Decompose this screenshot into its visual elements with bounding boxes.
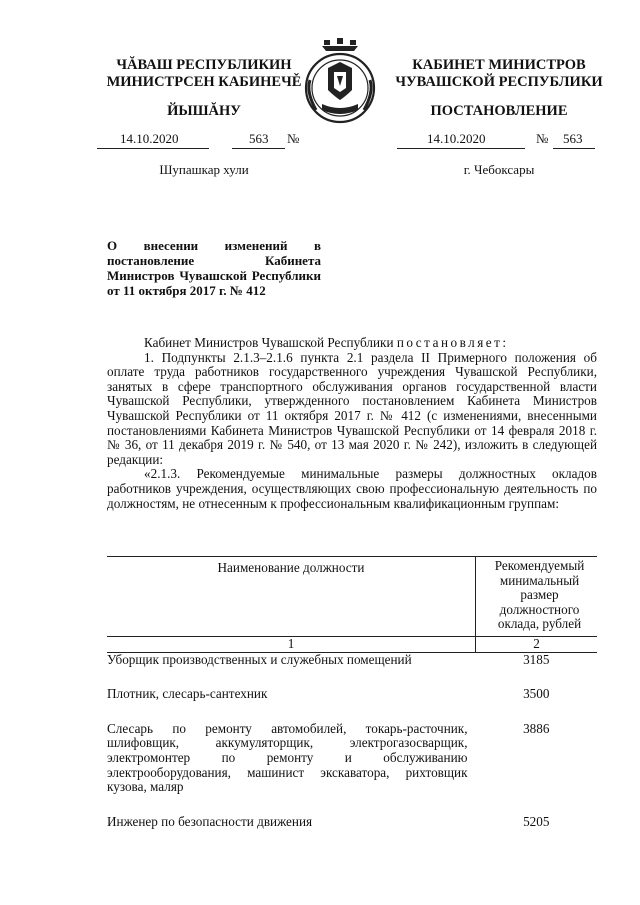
header-right-org (388, 57, 610, 91)
table-col2-num: 2 (476, 636, 597, 652)
document-title: О внесении изменений в постановление Кабинета Министров Чувашской Республики от 11 октября 2017 г. № 412 (107, 238, 321, 298)
table-col2-header-text: Рекомендуемый минимальный размер должностного оклада, рублей (494, 558, 585, 632)
header-left-org (98, 57, 310, 91)
table-row-name: Плотник, слесарь-сантехник (107, 686, 268, 702)
header-right-doc-kind: ПОСТАНОВЛЕНИЕ (430, 103, 568, 119)
left-number: 563 (249, 131, 269, 146)
table-row-name: Уборщик производственных и служебных помещений (107, 651, 412, 667)
right-date: 14.10.2020 (427, 131, 486, 146)
header-right-org-line-2: ЧУВАШСКОЙ РЕСПУБЛИКИ (395, 74, 603, 90)
right-number-sign: № (536, 131, 549, 146)
right-number-line (553, 131, 595, 149)
table-header-row (107, 557, 597, 637)
header-left-doc-kind: ЙЫШĂНУ (167, 103, 241, 119)
right-city: г. Чебоксары (463, 162, 535, 177)
table-col1-header: Наименование должности (107, 557, 476, 637)
table-number-row (107, 636, 597, 652)
left-city: Шупашкар хули (159, 162, 249, 177)
right-number: 563 (563, 131, 583, 146)
header-left-org-line-2: МИНИСТРСЕН КАБИНЕЧĚ (106, 74, 302, 90)
table-row (107, 815, 597, 830)
document-body (107, 336, 597, 511)
left-number-line (232, 131, 285, 149)
paragraph-2: «2.1.3. Рекомендуемые минимальные размеры должностных окладов работников учреждения, осуществляющих свою профессиональную деятельность по должностям, не отнесенным к профессиональным квалификационным группам: (107, 466, 597, 511)
table-col2-header (476, 557, 597, 637)
preamble-prefix: Кабинет Министров Чувашской Республики (144, 335, 397, 350)
table-row-value: 3500 (523, 686, 550, 702)
preamble-verb: постановляет: (396, 335, 509, 350)
table-row-value: 3886 (523, 720, 550, 736)
table-row-value: 5205 (523, 813, 550, 829)
right-date-line (397, 131, 525, 149)
table-row-name: Слесарь по ремонту автомобилей, токарь-расточник, шлифовщик, аккумуляторщик, электрогазосварщик, электромонтер по ремонту и обслуживанию электрооборудования, машинист экскаватора, рихтовщик кузова, маляр (107, 720, 468, 795)
table-row (107, 652, 597, 687)
preamble (107, 336, 597, 351)
left-number-sign: № (287, 131, 300, 146)
chuvash-emblem (298, 38, 382, 126)
left-date-line (97, 131, 209, 149)
table-row-name: Инженер по безопасности движения (107, 813, 313, 829)
header-right-org-line-1: КАБИНЕТ МИНИСТРОВ (412, 57, 586, 73)
paragraph-1: 1. Подпункты 2.1.3–2.1.6 пункта 2.1 раздела II Примерного положения об оплате труда работников государственного учреждения Чувашской Республики, занятых в сфере транспортного обслуживания органов государственной власти Чувашской Республики, утвержденного постановлением Кабинета Министров Чувашской Республики от 11 октября 2017 г. № 412 (с изменениями, внесенными постановлениями Кабинета Министров Чувашской Республики от 14 февраля 2018 г. № 36, от 11 декабря 2019 г. № 540, от 13 мая 2020 г. № 242), изложить в следующей редакции: (107, 349, 597, 467)
salary-table (107, 556, 597, 829)
table-row (107, 722, 597, 815)
header-left-org-line-1: ЧĂВАШ РЕСПУБЛИКИН (116, 57, 292, 73)
table-row (107, 687, 597, 722)
table-row-value: 3185 (523, 651, 550, 667)
left-date: 14.10.2020 (120, 131, 179, 146)
table-col1-num: 1 (107, 636, 476, 652)
